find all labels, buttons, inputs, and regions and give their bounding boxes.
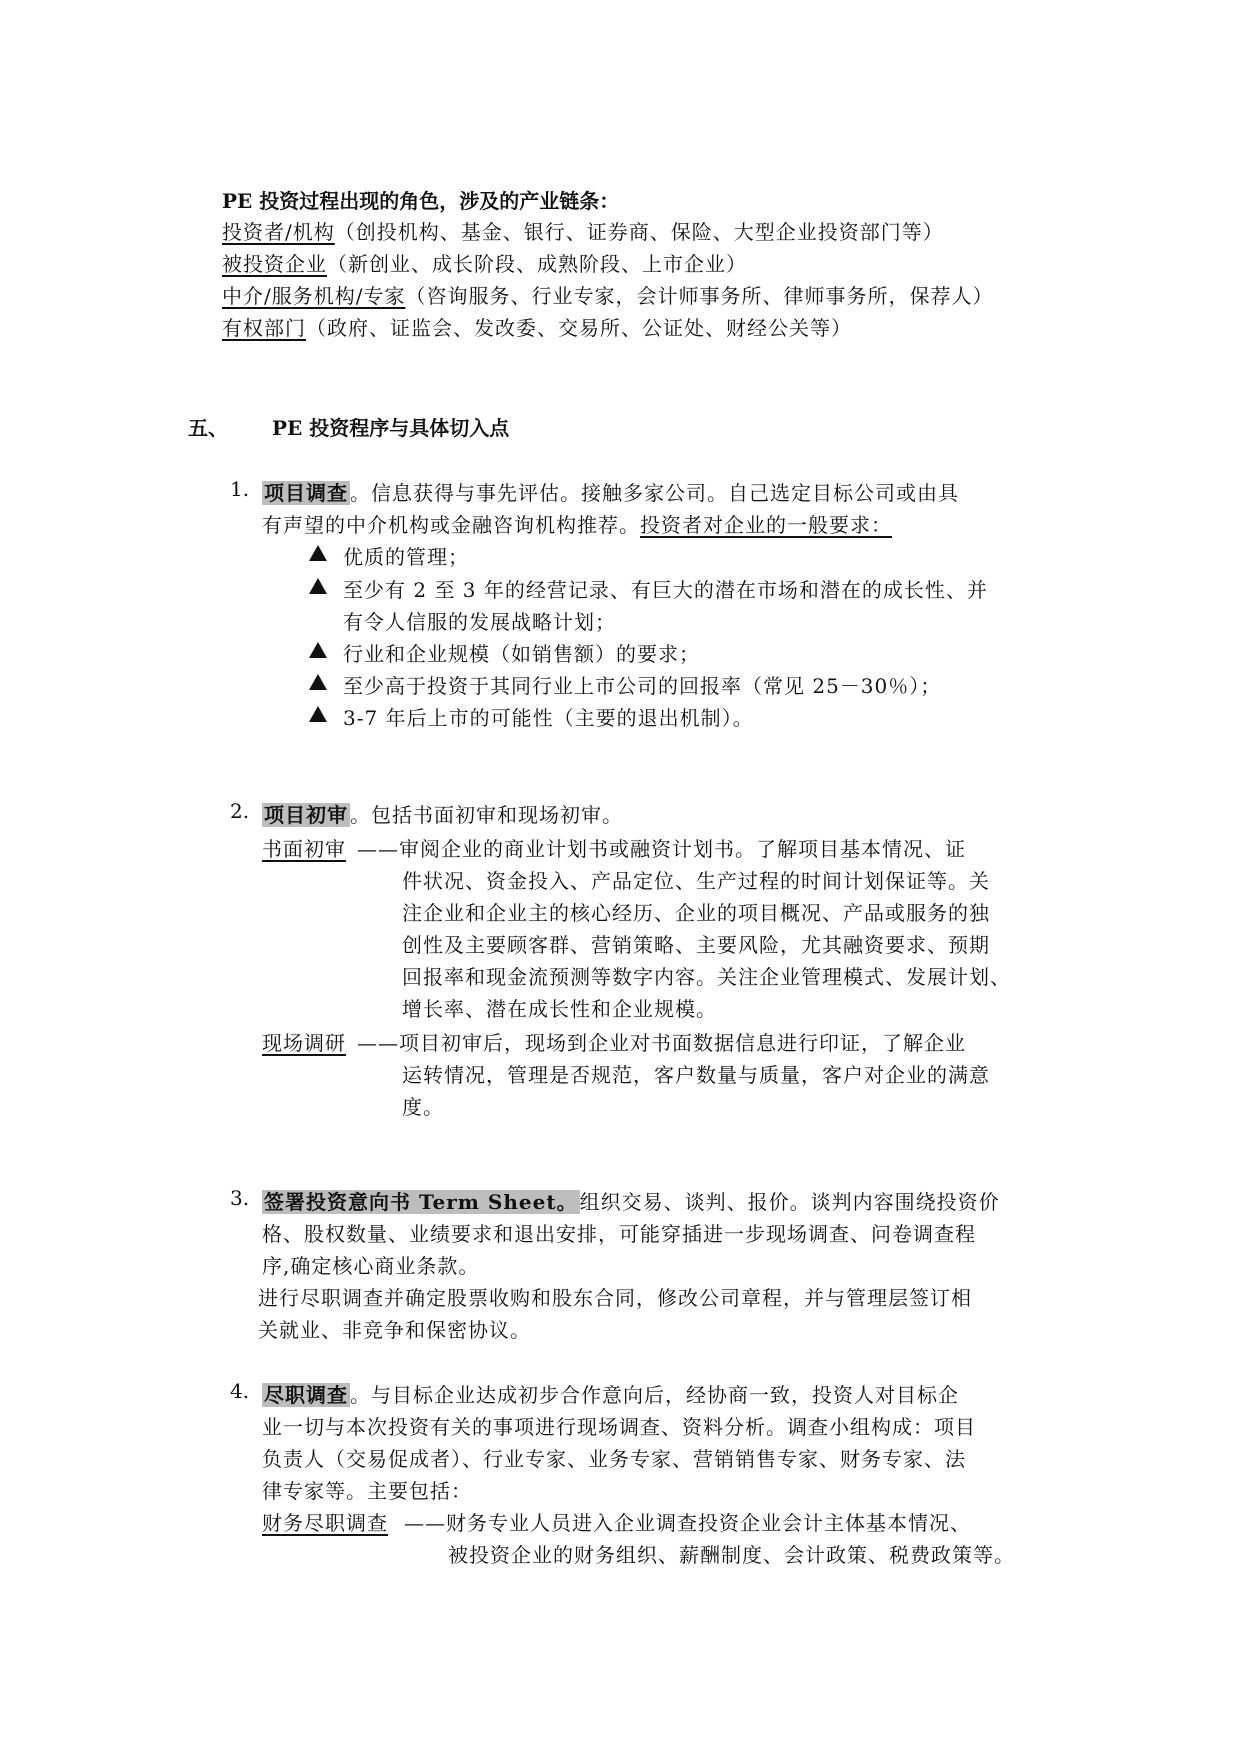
sub-text: ——项目初审后，现场到企业对书面数据信息进行印证，了解企业 [357, 1031, 966, 1055]
item-text: 。信息获得与事先评估。接触多家公司。自己选定目标公司或由具 [350, 481, 959, 505]
requirements-heading: 投资者对企业的一般要求： [640, 513, 892, 537]
role-desc: （新创业、成长阶段、成熟阶段、上市企业） [327, 252, 747, 276]
sub-text: 回报率和现金流预测等数字内容。关注企业管理模式、发展计划、 [402, 965, 1011, 989]
roles-item [222, 248, 747, 277]
item-line [262, 799, 623, 828]
sub-text: 运转情况，管理是否规范，客户数量与质量，客户对企业的满意 [402, 1063, 990, 1087]
item-number: 2. [230, 799, 250, 823]
item-text: 律专家等。主要包括： [262, 1479, 472, 1503]
item-line [262, 477, 959, 506]
sub-text: 度。 [402, 1095, 444, 1119]
role-name: 投资者/机构 [222, 220, 335, 244]
item-text: 组织交易、谈判、报价。谈判内容围绕投资价 [579, 1190, 1000, 1214]
item-label: 项目初审 [264, 803, 348, 827]
bullet-text: 至少高于投资于其同行业上市公司的回报率（常见 25－30％）； [343, 674, 942, 698]
roles-item [222, 216, 944, 245]
item-number: 4. [230, 1379, 250, 1403]
item-text: 关就业、非竞争和保密协议。 [258, 1318, 531, 1342]
bullet-text: 至少有 2 至 3 年的经营记录、有巨大的潜在市场和潜在的成长性、并 [343, 578, 988, 602]
item-number: 1. [230, 477, 250, 501]
roles-item [222, 312, 852, 341]
roles-item [222, 280, 993, 309]
sub-label: 现场调研 [262, 1031, 346, 1055]
bullet-text: 行业和企业规模（如销售额）的要求； [343, 642, 700, 666]
role-name: 中介/服务机构/专家 [222, 284, 406, 308]
item-label: 签署投资意向书 Term Sheet。 [264, 1190, 578, 1214]
sub-text: ——财务专业人员进入企业调查投资企业会计主体基本情况、 [404, 1511, 971, 1535]
item-text: 。包括书面初审和现场初审。 [350, 803, 623, 827]
sub-label: 财务尽职调查 [262, 1511, 388, 1535]
sub-text: ——审阅企业的商业计划书或融资计划书。了解项目基本情况、证 [357, 837, 966, 861]
sub-text: 增长率、潜在成长性和企业规模。 [402, 997, 717, 1021]
triangle-bullet-icon [309, 674, 327, 690]
item-line [262, 1379, 959, 1408]
item-text: 负责人（交易促成者）、行业专家、业务专家、营销销售专家、财务专家、法 [262, 1447, 966, 1471]
role-desc: （创投机构、基金、银行、证券商、保险、大型企业投资部门等） [334, 220, 944, 244]
sub-text: 创性及主要顾客群、营销策略、主要风险，尤其融资要求、预期 [402, 933, 990, 957]
section-title: PE 投资程序与具体切入点 [272, 416, 510, 440]
role-name: 被投资企业 [222, 252, 327, 276]
item-label: 项目调查 [264, 481, 348, 505]
role-desc: （政府、证监会、发改委、交易所、公证处、财经公关等） [306, 316, 852, 340]
item-text: 序,确定核心商业条款。 [262, 1254, 480, 1278]
sub-text: 被投资企业的财务组织、薪酬制度、会计政策、税费政策等。 [448, 1543, 1015, 1567]
sub-label: 书面初审 [262, 837, 346, 861]
section-number: 五、 [188, 416, 228, 440]
triangle-bullet-icon [309, 642, 327, 658]
triangle-bullet-icon [309, 578, 327, 594]
item-text: 。与目标企业达成初步合作意向后，经协商一致，投资人对目标企 [350, 1383, 959, 1407]
role-name: 有权部门 [222, 316, 306, 340]
item-line [262, 509, 892, 538]
item-label: 尽职调查 [264, 1383, 348, 1407]
item-text: 格、股权数量、业绩要求和退出安排，可能穿插进一步现场调查、问卷调查程 [262, 1222, 976, 1246]
bullet-text-continued: 有令人信服的发展战略计划； [343, 610, 616, 634]
role-desc: （咨询服务、行业专家，会计师事务所、律师事务所，保荐人） [405, 284, 994, 308]
triangle-bullet-icon [309, 545, 327, 561]
item-line [262, 1186, 1000, 1215]
item-number: 3. [230, 1186, 250, 1210]
sub-text: 注企业和企业主的核心经历、企业的项目概况、产品或服务的独 [402, 901, 990, 925]
item-text: 进行尽职调查并确定股票收购和股东合同，修改公司章程，并与管理层签订相 [258, 1286, 972, 1310]
bullet-text: 优质的管理； [343, 545, 469, 569]
triangle-bullet-icon [309, 706, 327, 722]
item-text: 业一切与本次投资有关的事项进行现场调查、资料分析。调查小组构成：项目 [262, 1415, 976, 1439]
sub-text: 件状况、资金投入、产品定位、生产过程的时间计划保证等。关 [402, 869, 990, 893]
roles-title: PE 投资过程出现的角色，涉及的产业链条： [222, 189, 620, 213]
item-text: 有声望的中介机构或金融咨询机构推荐。 [262, 513, 640, 537]
bullet-text: 3-7 年后上市的可能性（主要的退出机制）。 [343, 706, 754, 730]
